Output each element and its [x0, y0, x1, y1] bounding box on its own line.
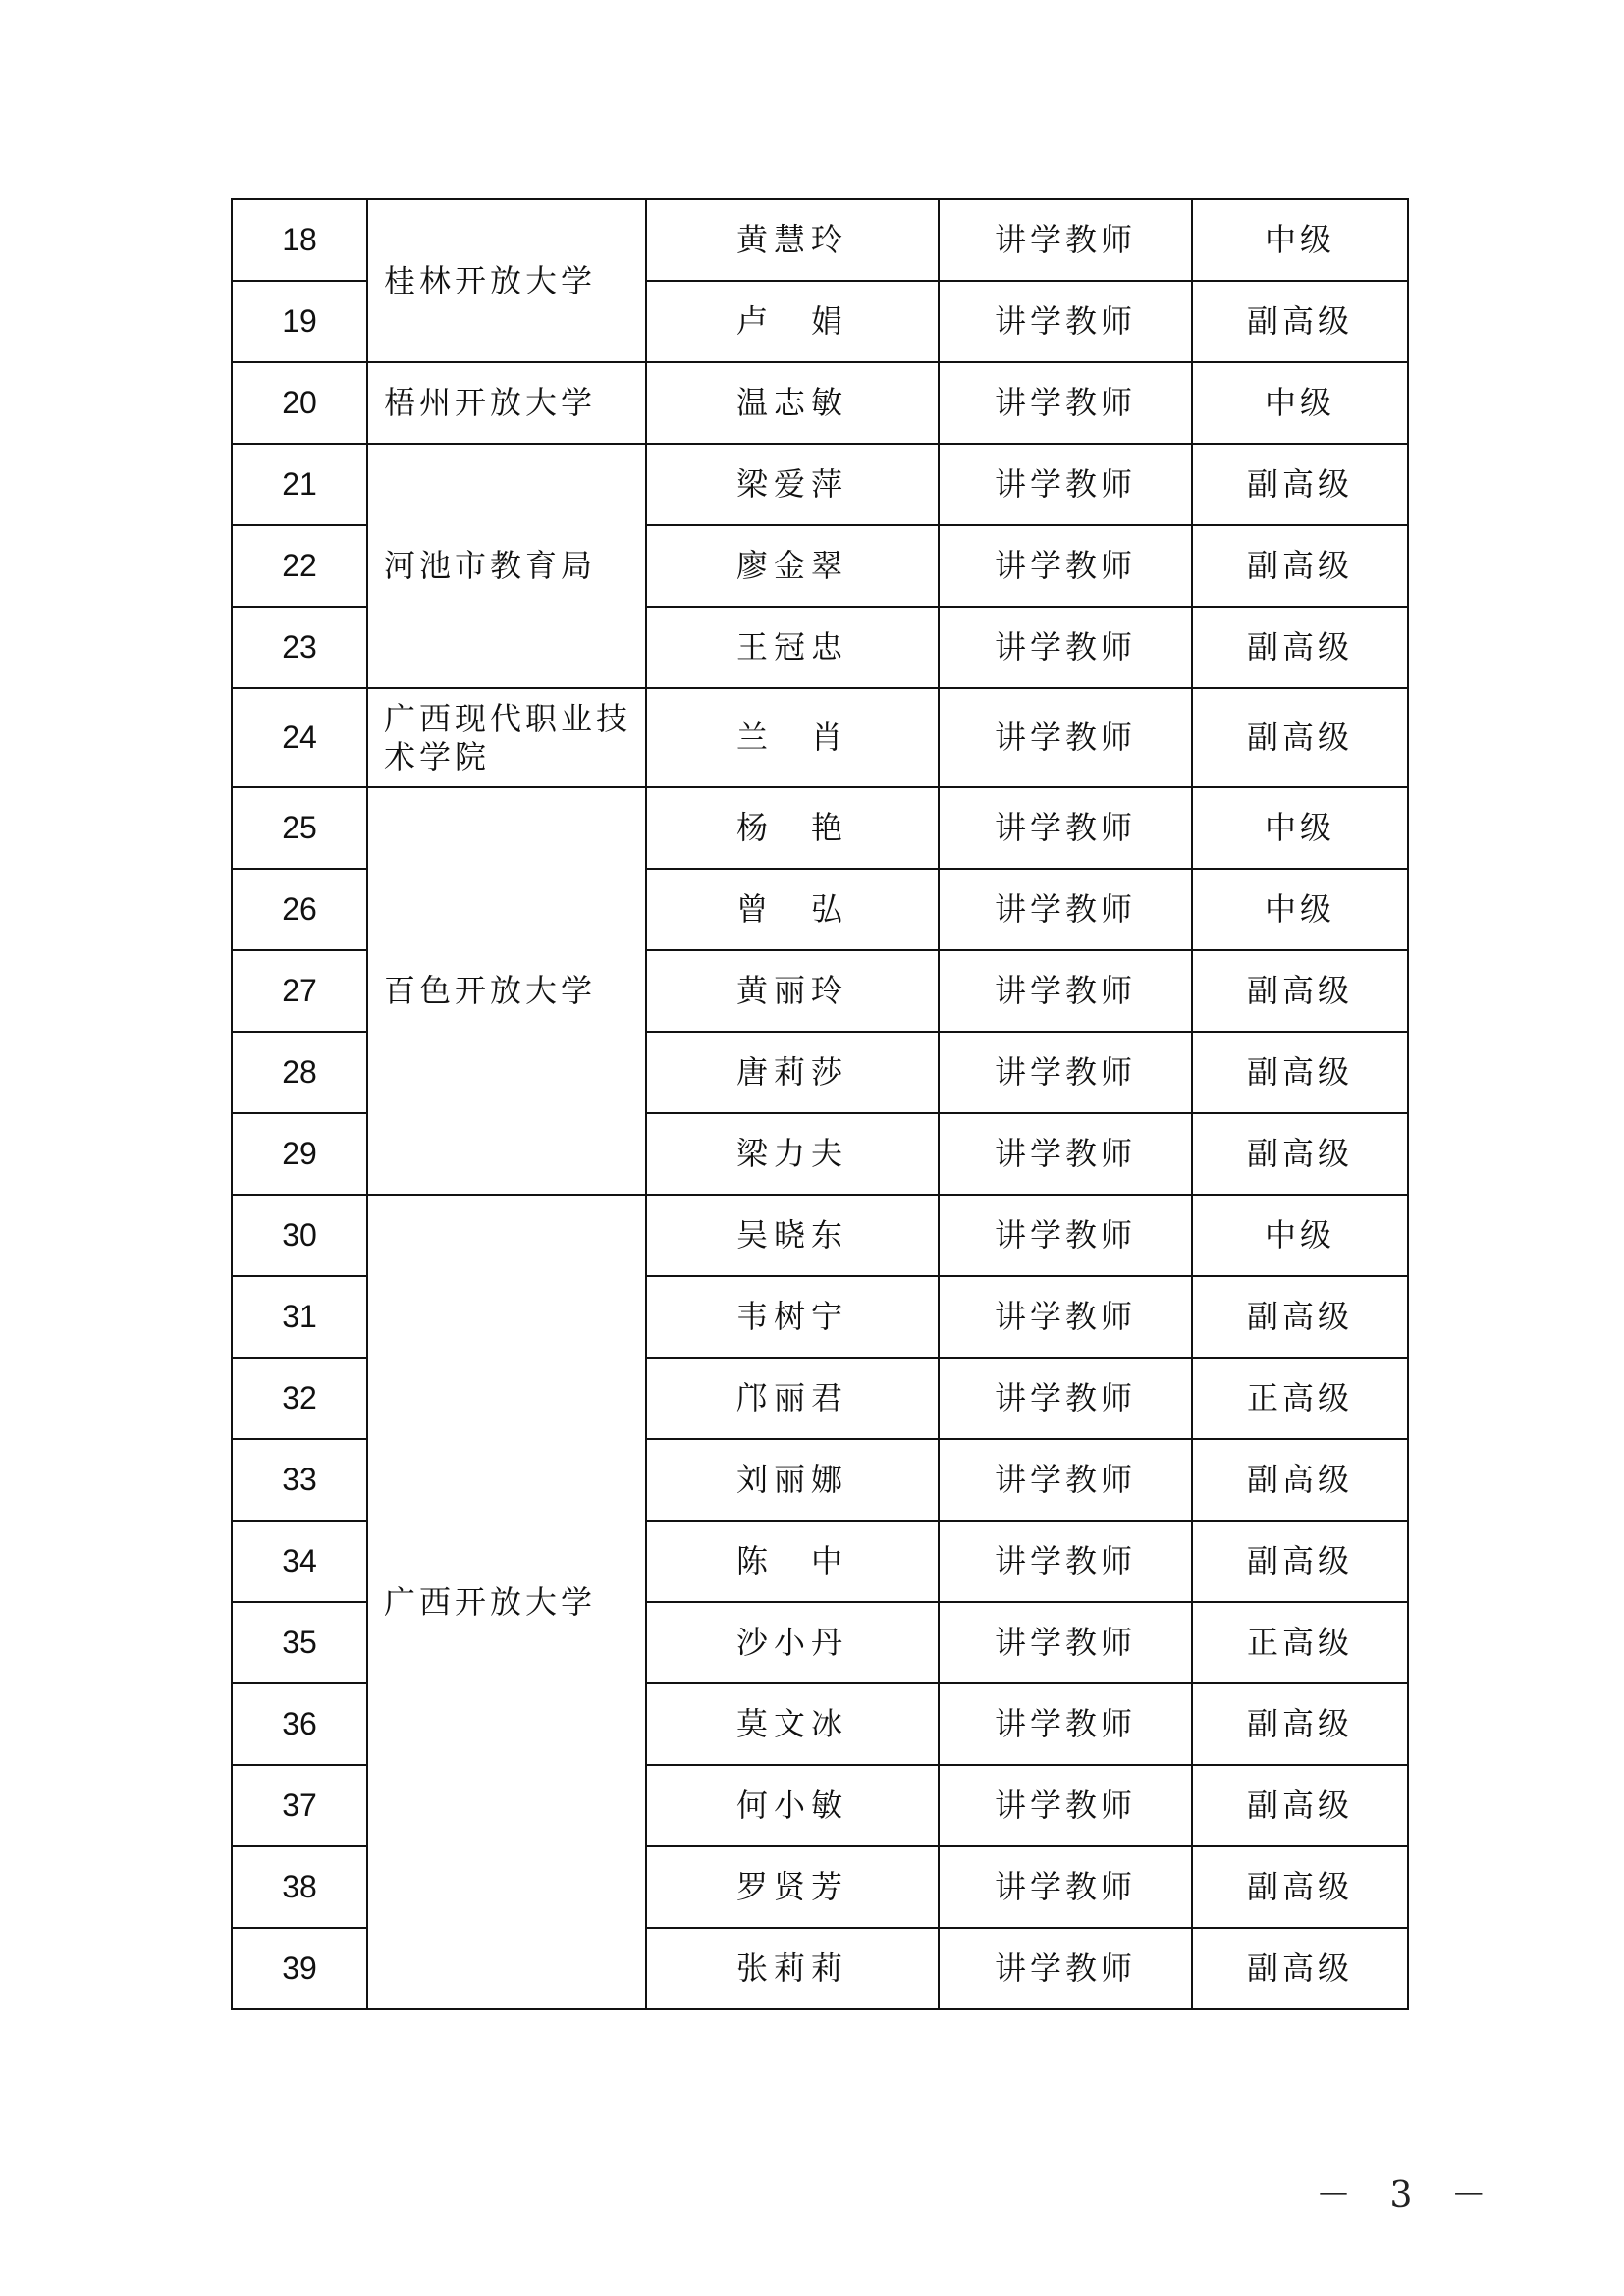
row-number-cell: 26	[232, 869, 367, 950]
role-cell: 讲学教师	[939, 362, 1192, 444]
teacher-name-cell: 廖金翠	[646, 525, 939, 607]
table-row	[232, 199, 1408, 281]
teacher-name-cell: 曾 弘	[646, 869, 939, 950]
title-level-cell: 中级	[1192, 199, 1408, 281]
table-row	[232, 362, 1408, 444]
teacher-name-cell: 刘丽娜	[646, 1439, 939, 1521]
teacher-name-cell: 吴晓东	[646, 1195, 939, 1276]
table-row	[232, 444, 1408, 525]
table-row	[232, 688, 1408, 787]
teacher-roster-table	[231, 198, 1409, 2010]
unit-cell: 广西现代职业技术学院	[367, 688, 646, 787]
row-number-cell: 32	[232, 1358, 367, 1439]
role-cell: 讲学教师	[939, 1032, 1192, 1113]
row-number-cell: 23	[232, 607, 367, 688]
unit-cell: 梧州开放大学	[367, 362, 646, 444]
role-cell: 讲学教师	[939, 950, 1192, 1032]
role-cell: 讲学教师	[939, 869, 1192, 950]
title-level-cell: 正高级	[1192, 1602, 1408, 1683]
role-cell: 讲学教师	[939, 1928, 1192, 2009]
teacher-name-cell: 韦树宁	[646, 1276, 939, 1358]
role-cell: 讲学教师	[939, 1113, 1192, 1195]
role-cell: 讲学教师	[939, 607, 1192, 688]
title-level-cell: 副高级	[1192, 1276, 1408, 1358]
row-number-cell: 28	[232, 1032, 367, 1113]
teacher-name-cell: 梁力夫	[646, 1113, 939, 1195]
page-number: － 3 －	[1316, 2175, 1500, 2216]
role-cell: 讲学教师	[939, 1683, 1192, 1765]
title-level-cell: 中级	[1192, 869, 1408, 950]
teacher-name-cell: 唐莉莎	[646, 1032, 939, 1113]
teacher-name-cell: 梁爱萍	[646, 444, 939, 525]
unit-cell: 桂林开放大学	[367, 199, 646, 362]
title-level-cell: 副高级	[1192, 1032, 1408, 1113]
role-cell: 讲学教师	[939, 1846, 1192, 1928]
title-level-cell: 副高级	[1192, 444, 1408, 525]
row-number-cell: 33	[232, 1439, 367, 1521]
title-level-cell: 副高级	[1192, 1683, 1408, 1765]
teacher-name-cell: 邝丽君	[646, 1358, 939, 1439]
unit-cell: 百色开放大学	[367, 787, 646, 1195]
teacher-name-cell: 杨 艳	[646, 787, 939, 869]
title-level-cell: 副高级	[1192, 950, 1408, 1032]
row-number-cell: 39	[232, 1928, 367, 2009]
role-cell: 讲学教师	[939, 1765, 1192, 1846]
title-level-cell: 正高级	[1192, 1358, 1408, 1439]
row-number-cell: 22	[232, 525, 367, 607]
title-level-cell: 中级	[1192, 362, 1408, 444]
row-number-cell: 37	[232, 1765, 367, 1846]
row-number-cell: 35	[232, 1602, 367, 1683]
teacher-name-cell: 兰 肖	[646, 688, 939, 787]
table-row	[232, 1195, 1408, 1276]
row-number-cell: 30	[232, 1195, 367, 1276]
row-number-cell: 27	[232, 950, 367, 1032]
teacher-name-cell: 卢 娟	[646, 281, 939, 362]
title-level-cell: 副高级	[1192, 1113, 1408, 1195]
title-level-cell: 副高级	[1192, 1521, 1408, 1602]
role-cell: 讲学教师	[939, 199, 1192, 281]
teacher-name-cell: 黄丽玲	[646, 950, 939, 1032]
teacher-name-cell: 张莉莉	[646, 1928, 939, 2009]
row-number-cell: 31	[232, 1276, 367, 1358]
teacher-name-cell: 温志敏	[646, 362, 939, 444]
title-level-cell: 中级	[1192, 787, 1408, 869]
title-level-cell: 副高级	[1192, 1928, 1408, 2009]
role-cell: 讲学教师	[939, 444, 1192, 525]
title-level-cell: 中级	[1192, 1195, 1408, 1276]
title-level-cell: 副高级	[1192, 525, 1408, 607]
title-level-cell: 副高级	[1192, 281, 1408, 362]
role-cell: 讲学教师	[939, 1439, 1192, 1521]
role-cell: 讲学教师	[939, 1521, 1192, 1602]
row-number-cell: 19	[232, 281, 367, 362]
title-level-cell: 副高级	[1192, 1765, 1408, 1846]
teacher-name-cell: 罗贤芳	[646, 1846, 939, 1928]
row-number-cell: 34	[232, 1521, 367, 1602]
teacher-name-cell: 沙小丹	[646, 1602, 939, 1683]
teacher-name-cell: 莫文冰	[646, 1683, 939, 1765]
role-cell: 讲学教师	[939, 1358, 1192, 1439]
title-level-cell: 副高级	[1192, 688, 1408, 787]
row-number-cell: 20	[232, 362, 367, 444]
row-number-cell: 21	[232, 444, 367, 525]
row-number-cell: 38	[232, 1846, 367, 1928]
teacher-name-cell: 王冠忠	[646, 607, 939, 688]
row-number-cell: 25	[232, 787, 367, 869]
role-cell: 讲学教师	[939, 1602, 1192, 1683]
row-number-cell: 36	[232, 1683, 367, 1765]
unit-cell: 广西开放大学	[367, 1195, 646, 2009]
row-number-cell: 29	[232, 1113, 367, 1195]
role-cell: 讲学教师	[939, 281, 1192, 362]
row-number-cell: 18	[232, 199, 367, 281]
title-level-cell: 副高级	[1192, 607, 1408, 688]
teacher-name-cell: 陈 中	[646, 1521, 939, 1602]
role-cell: 讲学教师	[939, 787, 1192, 869]
row-number-cell: 24	[232, 688, 367, 787]
role-cell: 讲学教师	[939, 688, 1192, 787]
role-cell: 讲学教师	[939, 1195, 1192, 1276]
title-level-cell: 副高级	[1192, 1846, 1408, 1928]
teacher-name-cell: 何小敏	[646, 1765, 939, 1846]
roster-table-body	[232, 199, 1408, 2009]
role-cell: 讲学教师	[939, 525, 1192, 607]
role-cell: 讲学教师	[939, 1276, 1192, 1358]
table-row	[232, 787, 1408, 869]
teacher-name-cell: 黄慧玲	[646, 199, 939, 281]
unit-cell: 河池市教育局	[367, 444, 646, 688]
title-level-cell: 副高级	[1192, 1439, 1408, 1521]
